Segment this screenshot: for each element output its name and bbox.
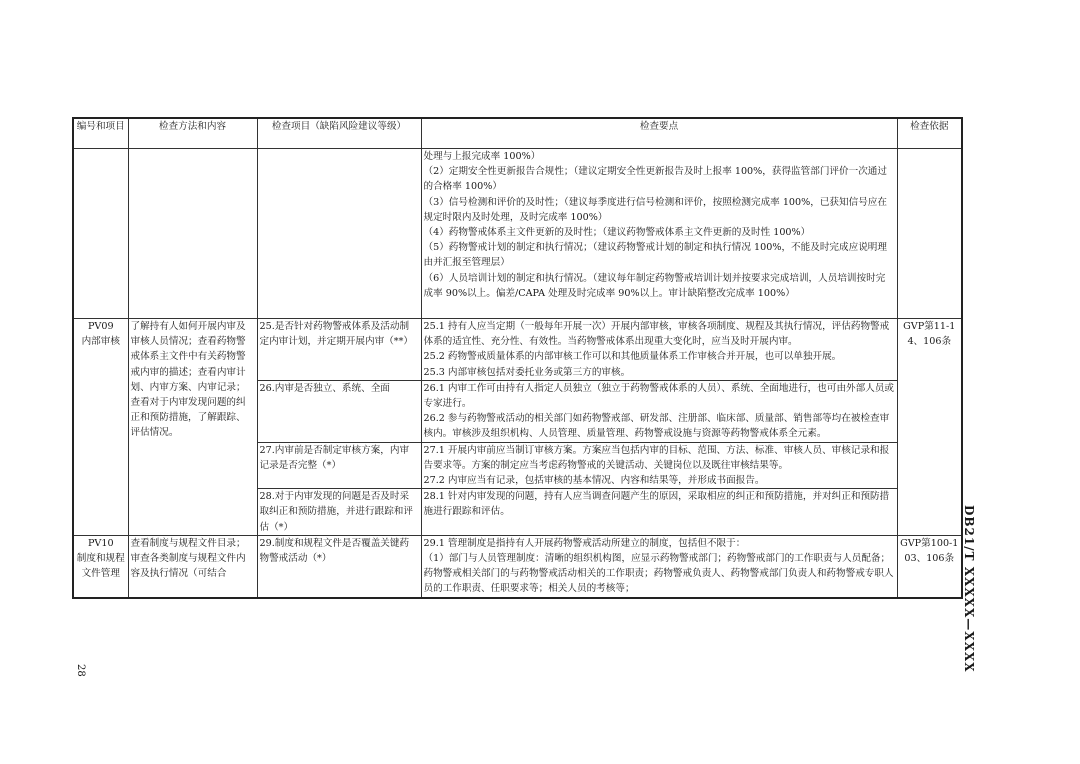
- pv09-method: 了解持有人如何开展内审及审核人员情况；查看药物警戒体系主文件中有关药物警戒内审的描述；查看内审计划、内审方案、内审记录；查看对于内审发现问题的纠正和预防措施，了解跟踪、评估情况。: [128, 319, 257, 536]
- header-id: 编号和项目: [73, 118, 128, 149]
- pv10-id-cell: [73, 535, 128, 597]
- point-text: （2）定期安全性更新报告合规性；（建议定期安全性更新报告及时上报率 100%，获得监管部门评价一次通过的合格率 100%）: [423, 166, 887, 193]
- header-basis: 检查依据: [897, 118, 962, 149]
- item-28-title: 28.对于内审发现的问题是否及时采取纠正和预防措施，并进行跟踪和评估（*）: [257, 489, 421, 536]
- continued-points: [421, 149, 897, 319]
- pv09-name: 内部审核: [81, 336, 120, 348]
- point-text: 25.1 持有人应当定期（一般每年开展一次）开展内部审核，审核各项制度、规程及其执行情况，评估药物警戒体系的适宜性、充分性、有效性。当药物警戒体系出现重大变化时，应当及时开展内审。: [423, 321, 890, 348]
- header-method: 检查方法和内容: [128, 118, 257, 149]
- table-row-continued: [73, 149, 962, 319]
- pv09-id: PV09: [87, 321, 114, 332]
- item-27-title: 27.内审前是否制定审核方案，内审记录是否完整（*）: [257, 442, 421, 489]
- item-26-title: 26.内审是否独立、系统、全面: [257, 380, 421, 442]
- item-29-points: [421, 535, 897, 597]
- header-row: [73, 118, 962, 149]
- point-text: 处理与上报完成率 100%）: [423, 151, 541, 162]
- header-item: 检查项目（缺陷风险建议等级）: [257, 118, 421, 149]
- pv10-id: PV10: [87, 537, 114, 549]
- page-number: 28: [75, 664, 86, 677]
- item-28-points: [421, 489, 897, 536]
- table-row-pv09-25: [73, 319, 962, 381]
- point-text: （5）药物警戒计划的制定和执行情况；（建议药物警戒计划的制定和执行情况 100%，不能及时完成应说明理由并汇报至管理层）: [423, 242, 887, 269]
- point-text: 26.2 参与药物警戒活动的相关部门如药物警戒部、研发部、注册部、临床部、质量部、销售部等均在被检查审核内。审核涉及组织机构、人员管理、质量管理、药物警戒设施与资源等药物警戒体系全元素。: [423, 413, 890, 440]
- point-text: （3）信号检测和评价的及时性；（建议每季度进行信号检测和评价，按照检测完成率 100%，已获知信号应在规定时限内及时处理，及时完成率 100%）: [423, 196, 887, 223]
- item-27-points: [421, 442, 897, 489]
- item-25-title: 25.是否针对药物警戒体系及活动制定内审计划，并定期开展内审（**）: [257, 319, 421, 381]
- point-text: 28.1 针对内审发现的问题，持有人应当调查问题产生的原因，采取相应的纠正和预防措施，并对纠正和预防措施进行跟踪和评估。: [423, 491, 890, 518]
- point-text: 25.2 药物警戒质量体系的内部审核工作可以和其他质量体系工作审核合并开展，也可以单独开展。: [423, 351, 842, 363]
- point-text: 26.1 内审工作可由持有人指定人员独立（独立于药物警戒体系的人员）、系统、全面地进行，也可由外部人员或专家进行。: [423, 382, 895, 410]
- item-26-points: [421, 380, 897, 442]
- point-text: 27.1 开展内审前应当制订审核方案。方案应当包括内审的目标、范围、方法、标准、审核人员、审核记录和报告要求等。方案的制定应当考虑药物警戒的关键活动、关键岗位以及既往审核结果等。: [423, 444, 890, 471]
- pv10-basis: GVP第100-103、106条: [897, 535, 962, 597]
- pv10-method: 查看制度与规程文件目录；审查各类制度与规程文件内容及执行情况（可结合: [128, 535, 257, 597]
- header-points: 检查要点: [421, 118, 897, 149]
- point-text: （6）人员培训计划的制定和执行情况。（建议每年制定药物警戒培训计划并按要求完成培训，人员培训按时完成率 90%以上。偏差/CAPA 处理及时完成率 90%以上。审计缺陷整改完成率 100%）: [423, 272, 886, 299]
- item-29-title: 29.制度和规程文件是否覆盖关键药物警戒活动（*）: [257, 535, 421, 597]
- pv09-basis: GVP第11-14、106条: [897, 319, 962, 536]
- table-row-pv10-29: [73, 535, 962, 597]
- pv10-name: 制度和规程文件管理: [76, 553, 125, 580]
- point-text: 29.1 管理制度是指持有人开展药物警戒活动所建立的制度，包括但不限于：: [423, 537, 746, 549]
- pv09-id-cell: [73, 319, 128, 536]
- point-text: 27.2 内审应当有记录，包括审核的基本情况、内容和结果等，并形成书面报告。: [423, 475, 765, 487]
- point-text: 25.3 内部审核包括对委托业务或第三方的审核。: [423, 366, 631, 378]
- standard-code-label: DB21/T XXXXX—XXXX: [962, 505, 976, 673]
- point-text: （1）部门与人员管理制度：清晰的组织机构图，应显示药物警戒部门；药物警戒部门的工作职责与人员配备；药物警戒相关部门的与药物警戒活动相关的工作职责；药物警戒负责人、药物警戒部门负责人和药物警戒专职人员的工作职责、任职要求等；相关人员的考核等；: [423, 553, 894, 595]
- inspection-table: [72, 117, 963, 599]
- item-25-points: [421, 319, 897, 381]
- point-text: （4）药物警戒体系主文件更新的及时性；（建议药物警戒体系主文件更新的及时性 100%）: [423, 227, 811, 239]
